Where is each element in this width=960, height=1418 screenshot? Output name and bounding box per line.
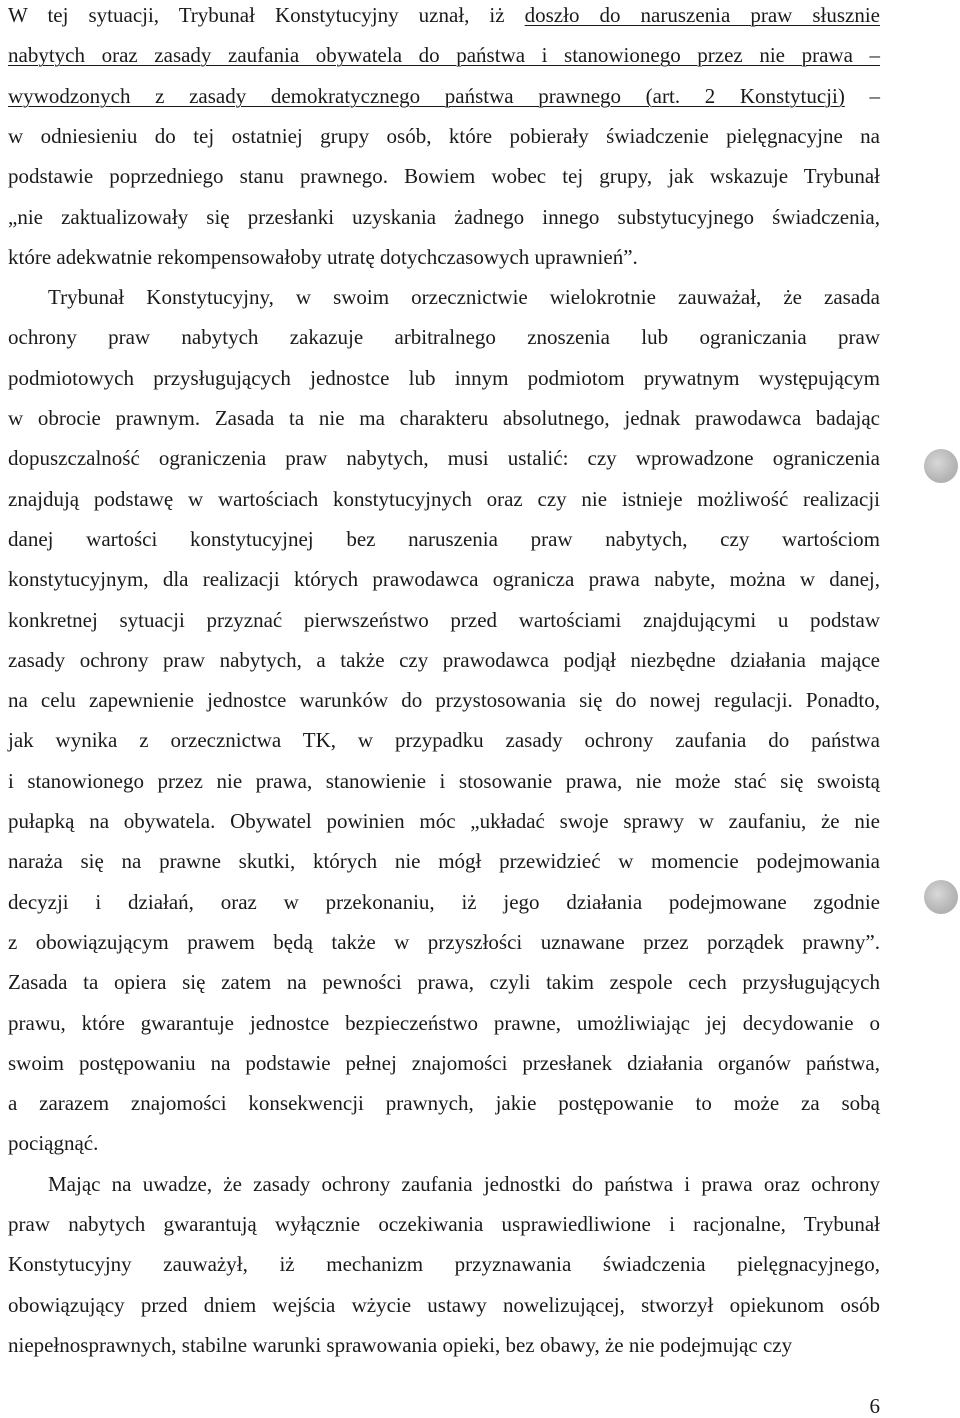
text-line	[8, 1332, 880, 1358]
text-segment: na celu zapewnienie jednostce warunków do przystosowania się do nowej regulacji. Ponadto,	[8, 688, 880, 713]
text-segment: zasady ochrony praw nabytych, a także czy prawodawca podjął niezbędne działania mające	[8, 647, 880, 672]
text-segment: prawu, które gwarantuje jednostce bezpieczeństwo prawne, umożliwiając jej decydowanie o	[8, 1010, 880, 1035]
text-line	[8, 768, 880, 794]
punch-hole-top	[924, 449, 958, 483]
text-segment: Trybunał Konstytucyjny, w swoim orzecznictwie wielokrotnie zauważał, że zasada	[48, 285, 880, 310]
text-segment: konstytucyjnym, dla realizacji których prawodawca ogranicza prawa nabyte, można w danej,	[8, 567, 880, 592]
text-line	[8, 1292, 880, 1318]
text-line	[48, 284, 880, 310]
text-segment: obowiązujący przed dniem wejścia wżycie ustawy nowelizującej, stworzył opiekunom osób	[8, 1292, 880, 1317]
text-line	[8, 204, 880, 230]
text-segment: konkretnej sytuacji przyznać pierwszeństwo przed wartościami znajdującymi u podstaw	[8, 607, 880, 632]
underlined-text-segment: wywodzonych z zasady demokratycznego państwa prawnego (art. 2 Konstytucji)	[8, 83, 845, 108]
text-line	[8, 647, 880, 673]
text-segment: pociągnąć.	[8, 1131, 99, 1156]
text-line	[8, 526, 880, 552]
text-line	[8, 566, 880, 592]
text-line	[8, 607, 880, 633]
text-line	[8, 365, 880, 391]
text-line	[8, 1130, 880, 1156]
text-segment: w obrocie prawnym. Zasada ta nie ma charakteru absolutnego, jednak prawodawca badając	[8, 406, 880, 430]
text-line	[8, 929, 880, 955]
text-segment: pułapką na obywatela. Obywatel powinien móc „układać swoje sprawy w zaufaniu, że nie	[8, 809, 880, 833]
text-segment: które adekwatnie rekompensowałoby utratę dotychczasowych uprawnień”.	[8, 244, 638, 269]
text-segment: ochrony praw nabytych zakazuje arbitralnego znoszenia lub ograniczania praw	[8, 325, 880, 350]
text-segment: Konstytucyjny zauważył, iż mechanizm przyznawania świadczenia pielęgnacyjnego,	[8, 1252, 880, 1277]
text-segment: Mając na uwadze, że zasady ochrony zaufania jednostki do państwa i prawa oraz ochrony	[48, 1171, 880, 1196]
text-segment: W tej sytuacji, Trybunał Konstytucyjny uznał, iż	[8, 3, 525, 27]
text-segment: Zasada ta opiera się zatem na pewności prawa, czyli takim zespole cech przysługujących	[8, 970, 880, 995]
underlined-text-segment: nabytych oraz zasady zaufania obywatela do państwa i stanowionego przez nie prawa –	[8, 43, 880, 68]
text-line	[8, 1090, 880, 1116]
text-segment: podmiotowych przysługujących jednostce lub innym podmiotom prywatnym występującym	[8, 365, 880, 390]
text-line	[8, 83, 880, 109]
text-line	[8, 687, 880, 713]
text-segment: niepełnosprawnych, stabilne warunki sprawowania opieki, bez obawy, że nie podejmując czy	[8, 1332, 793, 1357]
text-line	[8, 324, 880, 350]
text-line	[8, 969, 880, 995]
underlined-text-segment: doszło do naruszenia praw słusznie	[524, 3, 880, 27]
text-line	[48, 1171, 880, 1197]
text-line	[8, 123, 880, 149]
text-segment: danej wartości konstytucyjnej bez naruszenia praw nabytych, czy wartościom	[8, 526, 880, 551]
punch-hole-bottom	[924, 880, 958, 914]
text-segment: a zarazem znajomości konsekwencji prawnych, jakie postępowanie to może za sobą	[8, 1091, 880, 1116]
text-line	[8, 727, 880, 753]
text-line	[8, 1050, 880, 1076]
text-line	[8, 163, 880, 189]
text-segment: i stanowionego przez nie prawa, stanowienie i stosowanie prawa, nie może stać się swoistą	[8, 768, 880, 793]
text-line	[8, 2, 880, 28]
text-line	[8, 244, 880, 270]
text-segment: swoim postępowaniu na podstawie pełnej znajomości przesłanek działania organów państwa,	[8, 1050, 880, 1075]
text-line	[8, 486, 880, 512]
text-segment: dopuszczalność ograniczenia praw nabytych, musi ustalić: czy wprowadzone ograniczenia	[8, 446, 880, 471]
text-segment: podstawie poprzedniego stanu prawnego. Bowiem wobec tej grupy, jak wskazuje Trybunał	[8, 164, 880, 189]
text-line	[8, 42, 880, 68]
text-line	[8, 1251, 880, 1277]
text-line	[8, 889, 880, 915]
text-segment: znajdują podstawę w wartościach konstytucyjnych oraz czy nie istnieje możliwość realizacji	[8, 486, 880, 511]
text-segment: z obowiązującym prawem będą także w przyszłości uznawane przez porządek prawny”.	[8, 929, 880, 954]
page-number: 6	[869, 1394, 880, 1418]
text-line	[8, 1211, 880, 1237]
text-segment: praw nabytych gwarantują wyłącznie oczekiwania usprawiedliwione i racjonalne, Trybunał	[8, 1212, 880, 1236]
text-line	[8, 405, 880, 431]
text-segment: –	[844, 83, 880, 108]
text-segment: w odniesieniu do tej ostatniej grupy osób, które pobierały świadczenie pielęgnacyjne na	[8, 123, 880, 148]
text-segment: jak wynika z orzecznictwa TK, w przypadku zasady ochrony zaufania do państwa	[8, 728, 880, 753]
text-line	[8, 808, 880, 834]
text-line	[8, 848, 880, 874]
text-line	[8, 445, 880, 471]
text-segment: decyzji i działań, oraz w przekonaniu, iż jego działania podejmowane zgodnie	[8, 889, 880, 914]
text-segment: naraża się na prawne skutki, których nie mógł przewidzieć w momencie podejmowania	[8, 849, 880, 874]
text-segment: „nie zaktualizowały się przesłanki uzyskania żadnego innego substytucyjnego świadczenia,	[8, 204, 880, 229]
text-line	[8, 1010, 880, 1036]
